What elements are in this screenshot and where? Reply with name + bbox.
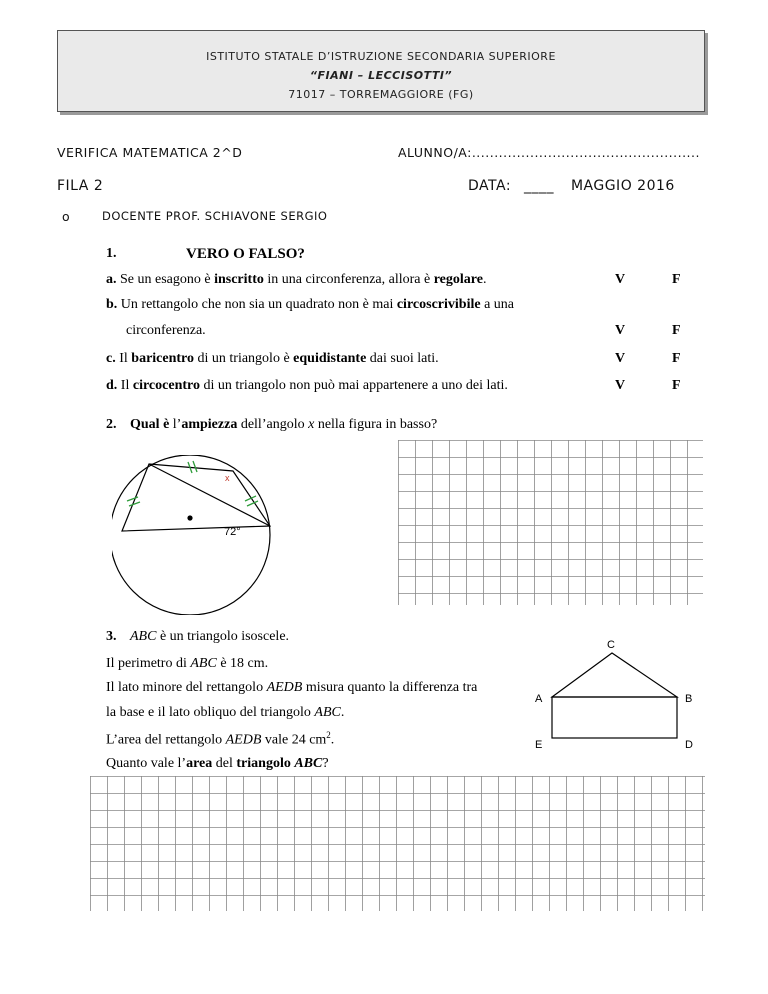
text-fragment: ABC — [314, 705, 341, 720]
text-fragment: regolare — [433, 272, 483, 287]
school-header — [57, 30, 705, 112]
text-fragment: Il — [119, 351, 132, 366]
label-d: D — [685, 739, 693, 751]
text-fragment: ampiezza — [181, 417, 238, 432]
true-option[interactable]: V — [615, 323, 626, 338]
text-fragment: ABC — [294, 756, 323, 771]
text-fragment: del — [212, 756, 237, 771]
q1-item-d — [106, 378, 508, 394]
false-option[interactable]: F — [672, 378, 681, 393]
date-label: DATA: — [468, 178, 512, 194]
q1-number: 1. — [106, 246, 117, 261]
q3-line4 — [106, 705, 344, 721]
text-fragment: L’area del rettangolo — [106, 732, 226, 748]
school-address-line: 71017 – TORREMAGGIORE (FG) — [288, 88, 474, 101]
text-fragment: dell’angolo — [237, 417, 309, 432]
label-b: B — [685, 693, 693, 705]
triangle-abc — [552, 653, 677, 697]
text-fragment: . — [482, 272, 487, 287]
q3-line3 — [106, 680, 477, 696]
q3-answer-grid[interactable] — [90, 776, 706, 912]
text-fragment: . — [340, 705, 345, 720]
student-field: ALUNNO/A:................................................... — [398, 145, 700, 160]
false-option[interactable]: F — [672, 351, 681, 366]
teacher-bullet: o — [62, 209, 71, 224]
text-fragment: 2 — [326, 730, 331, 740]
item-letter: d. — [106, 378, 121, 393]
text-fragment: ? — [322, 756, 329, 771]
text-fragment: equidistante — [293, 351, 367, 366]
q3-line5 — [106, 730, 334, 749]
text-fragment: ABC — [190, 656, 217, 671]
label-e: E — [535, 739, 543, 751]
text-fragment: Il — [120, 378, 133, 393]
diagonal — [149, 464, 270, 526]
date-blank: ____ — [524, 178, 554, 194]
circumcircle — [112, 455, 270, 615]
q1-item-a — [106, 272, 486, 288]
text-fragment: di un triangolo non può mai appartenere a uno dei lati. — [199, 378, 508, 393]
text-fragment: l’ — [169, 417, 182, 432]
true-option[interactable]: V — [615, 351, 626, 366]
q3-line6 — [106, 756, 329, 772]
text-fragment: circoscrivibile — [396, 297, 481, 312]
text-fragment: circocentro — [132, 378, 200, 393]
text-fragment: Un rettangolo che non sia un quadrato non è mai — [120, 297, 397, 312]
q2-number: 2. — [106, 417, 117, 432]
x-label: x — [225, 473, 230, 483]
text-fragment: in una circonferenza, allora è — [263, 272, 434, 287]
rectangle-aedb — [552, 697, 677, 738]
q2-question — [130, 417, 437, 433]
text-fragment: Se un esagono è — [120, 272, 215, 287]
q2-answer-grid[interactable] — [398, 440, 704, 606]
q1-title: VERO O FALSO? — [186, 246, 305, 262]
text-fragment: AEDB — [266, 680, 303, 695]
text-fragment: dai suoi lati. — [366, 351, 439, 366]
true-option[interactable]: V — [615, 378, 626, 393]
q3-abc: ABC — [130, 629, 157, 644]
q3-line2 — [106, 656, 268, 672]
angle-label: 72° — [224, 526, 241, 538]
item-letter: b. — [106, 297, 121, 312]
q1-item-b — [106, 297, 514, 313]
test-title: VERIFICA MATEMATICA 2^D — [57, 145, 243, 160]
row-label: FILA 2 — [57, 178, 104, 194]
label-c: C — [607, 639, 615, 651]
item-letter: a. — [106, 272, 120, 287]
label-a: A — [535, 693, 543, 705]
q1-item-c — [106, 351, 439, 367]
text-fragment: Qual è — [130, 417, 170, 432]
text-fragment: è 18 cm. — [216, 656, 269, 671]
text-fragment: AEDB — [225, 732, 262, 748]
text-fragment: inscritto — [214, 272, 264, 287]
center-point — [187, 515, 192, 520]
text-fragment: di un triangolo è — [194, 351, 294, 366]
text-fragment: misura quanto la differenza tra — [302, 680, 478, 695]
text-fragment: baricentro — [131, 351, 195, 366]
rectangle-triangle-figure — [530, 636, 710, 756]
false-option[interactable]: F — [672, 323, 681, 338]
false-option[interactable]: F — [672, 272, 681, 287]
teacher-name: DOCENTE PROF. SCHIAVONE SERGIO — [102, 209, 328, 223]
text-fragment: Il perimetro di — [106, 656, 191, 671]
date-field — [468, 178, 675, 194]
circle-figure — [112, 455, 272, 615]
text-fragment: Quanto vale l’ — [106, 756, 187, 771]
q1-item-continuation: circonferenza. — [126, 323, 206, 338]
text-fragment: la base e il lato obliquo del triangolo — [106, 705, 315, 720]
text-fragment: vale 24 cm — [261, 732, 327, 748]
inscribed-quadrilateral — [122, 464, 270, 531]
q3-number: 3. — [106, 629, 117, 644]
q3-line1 — [130, 629, 289, 645]
item-letter: c. — [106, 351, 120, 366]
q3-line1-rest: è un triangolo isoscele. — [156, 629, 290, 644]
text-fragment: triangolo — [236, 756, 291, 771]
date-value: MAGGIO 2016 — [570, 178, 675, 194]
text-fragment: Il lato minore del rettangolo — [106, 680, 267, 695]
true-option[interactable]: V — [615, 272, 626, 287]
text-fragment: nella figura in basso? — [314, 417, 438, 432]
text-fragment: . — [330, 732, 335, 748]
text-fragment: a una — [480, 297, 514, 312]
text-fragment: x — [308, 417, 315, 432]
text-fragment: area — [186, 756, 213, 771]
school-name-line: ISTITUTO STATALE D’ISTRUZIONE SECONDARIA SUPERIORE — [206, 50, 556, 63]
school-title-line: “FIANI – LECCISOTTI” — [309, 69, 453, 82]
